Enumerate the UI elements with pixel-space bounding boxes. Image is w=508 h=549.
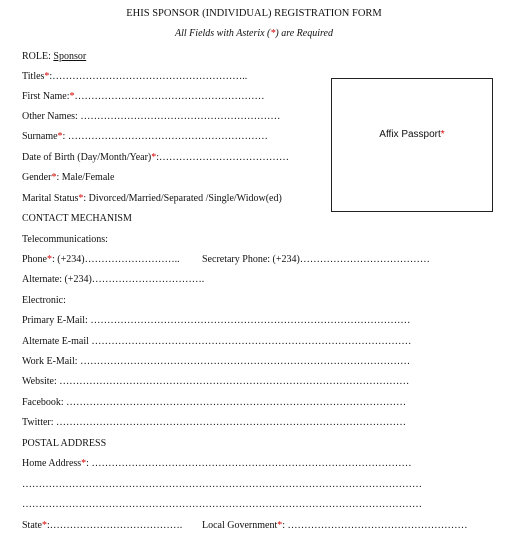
required-asterisk: * (270, 28, 276, 39)
facebook-field[interactable]: Facebook: ………………………………………………………………………………………… (22, 397, 407, 408)
twitter-field[interactable]: Twitter: …………………………………………………………………………………………… (22, 417, 407, 428)
telecom-label: Telecommunications: (22, 234, 108, 245)
role-line: ROLE: Sponsor (22, 51, 87, 62)
titles-field[interactable]: Titles*:………………………………………………….. (22, 71, 248, 82)
alternate-email-field[interactable]: Alternate E-mail …………………………………………………………………………………… (22, 336, 412, 347)
contact-heading: CONTACT MECHANISM (22, 213, 132, 224)
work-email-field[interactable]: Work E-Mail: ……………………………………………………………………………………… (22, 356, 411, 367)
surname-field[interactable]: Surname*: …………………………………………………… (22, 131, 268, 142)
passport-label: Affix Passport* (379, 129, 445, 140)
address-line-2[interactable]: ………………………………………………………………………………………………………… (22, 479, 422, 490)
form-subtitle: All Fields with Asterix (*) are Required (175, 28, 333, 39)
alternate-phone-field[interactable]: Alternate: (+234)……………………………. (22, 274, 205, 285)
electronic-label: Electronic: (22, 295, 66, 306)
other-names-field[interactable]: Other Names: …………………………………………………… (22, 111, 281, 122)
marital-status-field[interactable]: Marital Status*: Divorced/Married/Separated /Single/Widow(ed) (22, 193, 282, 204)
website-field[interactable]: Website: …………………………………………………………………………………………… (22, 376, 410, 387)
postal-heading: POSTAL ADDRESS (22, 438, 107, 449)
secretary-phone-field[interactable]: Secretary Phone: (+234)………………………………… (202, 254, 430, 265)
gender-field[interactable]: Gender*: Male/Female (22, 172, 115, 183)
home-address-field[interactable]: Home Address*: …………………………………………………………………………………… (22, 458, 412, 469)
local-government-field[interactable]: Local Government*: ……………………………………………… (202, 520, 468, 531)
phone-field[interactable]: Phone*: (+234)……………………….. (22, 254, 180, 265)
address-line-3[interactable]: ………………………………………………………………………………………………………… (22, 499, 422, 510)
role-value: Sponsor (53, 51, 87, 62)
first-name-field[interactable]: First Name:*………………………………………………… (22, 91, 265, 102)
primary-email-field[interactable]: Primary E-Mail: …………………………………………………………………………………… (22, 315, 411, 326)
passport-photo-box[interactable] (331, 78, 493, 212)
state-field[interactable]: State*:…………………………………. (22, 520, 183, 531)
form-title: EHIS SPONSOR (INDIVIDUAL) REGISTRATION FORM (126, 8, 382, 19)
dob-field[interactable]: Date of Birth (Day/Month/Year)*:………………………………… (22, 152, 290, 163)
